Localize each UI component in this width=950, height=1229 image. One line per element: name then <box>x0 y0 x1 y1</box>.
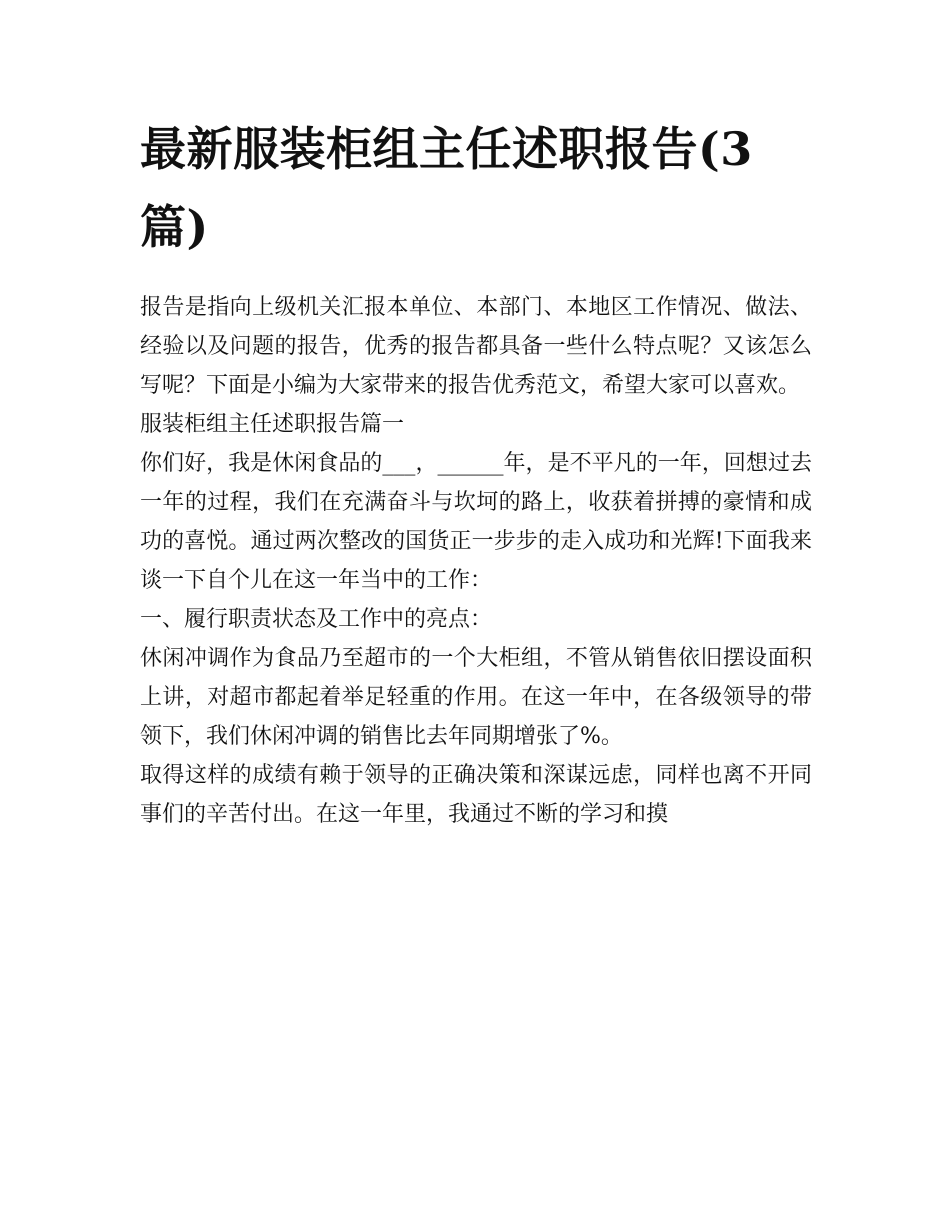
intro-paragraph: 报告是指向上级机关汇报本单位、本部门、本地区工作情况、做法、经验以及问题的报告，优秀的报告都具备一些什么特点呢？又该怎么写呢？下面是小编为大家带来的报告优秀范文，希望大家可以喜欢。 <box>140 295 812 398</box>
document-title: 最新服装柜组主任述职报告(3篇) <box>140 122 753 254</box>
body-paragraph: 休闲冲调作为食品乃至超市的一个大柜组，不管从销售依旧摆设面积上讲，对超市都起着举足轻重的作用。在这一年中，在各级领导的带领下，我们休闲冲调的销售比去年同期增张了%。 <box>140 646 812 749</box>
section-heading-part-one: 服装柜组主任述职报告篇一 <box>140 412 405 437</box>
body-paragraph: 取得这样的成绩有赖于领导的正确决策和深谋远虑，同样也离不开同事们的辛苦付出。在这一年里，我通过不断的学习和摸 <box>140 763 812 827</box>
subsection-heading: 一、履行职责状态及工作中的亮点： <box>140 607 493 632</box>
body-paragraph: 你们好，我是休闲食品的___，______年，是不平凡的一年，回想过去一年的过程，我们在充满奋斗与坎坷的路上，收获着拼搏的豪情和成功的喜悦。通过两次整改的国货正一步步的走入成功和光辉!下面我来谈一下自个儿在这一年当中的工作： <box>140 451 812 593</box>
